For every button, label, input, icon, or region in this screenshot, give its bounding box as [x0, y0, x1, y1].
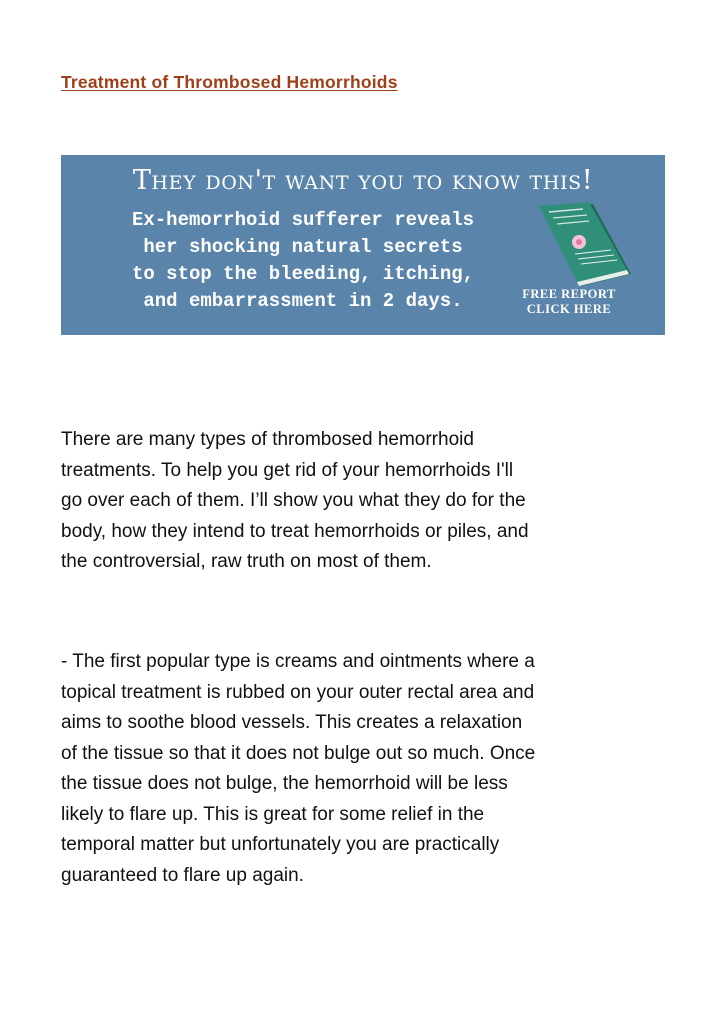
text-line: temporal matter but unfortunately you are practically: [61, 834, 500, 855]
text-line: likely to flare up. This is great for some relief in the: [61, 803, 485, 825]
ad-banner[interactable]: [61, 155, 665, 335]
text-line: the controversial, raw truth on most of them.: [61, 551, 432, 572]
article-title-link[interactable]: Treatment of Thrombosed Hemorrhoids: [61, 72, 398, 92]
free-report-cta[interactable]: [509, 287, 629, 317]
text-line: guaranteed to flare up again.: [61, 864, 304, 886]
intro-paragraph: [61, 425, 681, 578]
banner-copy-line: and embarrassment in 2 days.: [143, 290, 463, 312]
text-line: aims to soothe blood vessels. This creates a relaxation: [61, 712, 523, 733]
banner-copy-line: Ex-hemorrhoid sufferer reveals: [131, 209, 475, 231]
banner-copy: [93, 207, 513, 315]
text-line: topical treatment is rubbed on your outer rectal area and: [61, 681, 535, 703]
free-report-label: FREE REPORT: [522, 287, 616, 301]
text-line: There are many types of thrombosed hemorrhoid: [61, 429, 474, 450]
banner-headline: They don't want you to know this!: [132, 165, 594, 196]
text-line: the tissue does not bulge, the hemorrhoid will be less: [61, 773, 508, 794]
text-line: body, how they intend to treat hemorrhoids or piles, and: [61, 520, 529, 542]
click-here-label: CLICK HERE: [526, 302, 612, 316]
banner-copy-line: to stop the bleeding, itching,: [131, 263, 475, 285]
report-book-image: [523, 202, 633, 287]
text-line: go over each of them. I’ll show you what they do for the: [61, 490, 526, 511]
creams-paragraph: [61, 647, 681, 891]
banner-copy-line: her shocking natural secrets: [143, 236, 463, 258]
text-line: of the tissue so that it does not bulge out so much. Once: [61, 742, 536, 764]
text-line: treatments. To help you get rid of your hemorrhoids I'll: [61, 459, 514, 481]
text-line: - The first popular type is creams and ointments where a: [61, 651, 535, 672]
